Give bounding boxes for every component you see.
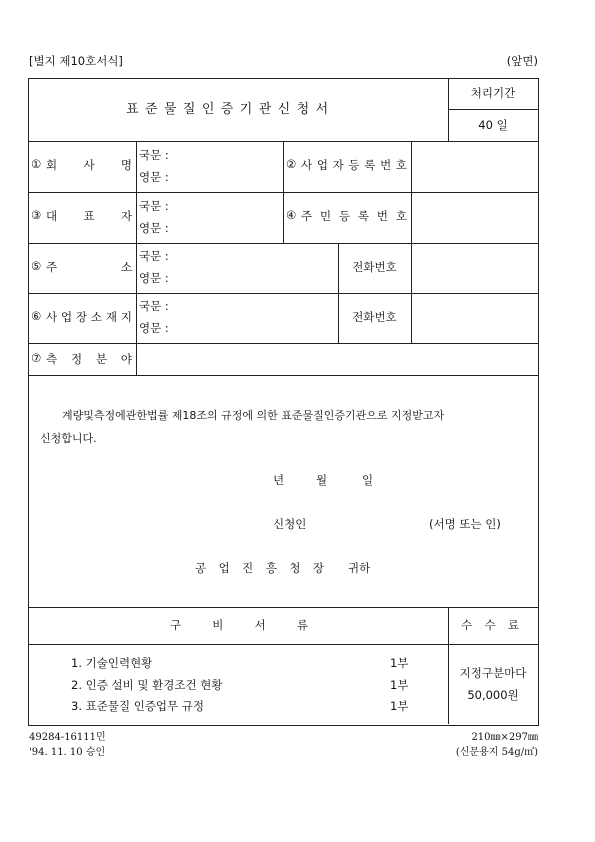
- field-number: ⑦: [31, 351, 42, 365]
- company-number: ①: [31, 157, 42, 171]
- fee-amount: 50,000원: [467, 688, 519, 702]
- address-phone-label: 전화번호: [352, 260, 397, 274]
- fee-description: 지정구분마다: [459, 666, 527, 680]
- footer-form-code: 49284-16111민: [29, 732, 106, 743]
- required-documents-header: 구 비 서 류: [170, 618, 308, 632]
- representative-label: 대 표 자: [46, 209, 132, 223]
- recipient-agency: 공 업 진 흥 청 장: [195, 561, 324, 575]
- measurement-field-label: 측 정 분 야: [46, 352, 132, 366]
- signature-label: (서명 또는 인): [429, 517, 501, 531]
- fee-header: 수 수 료: [461, 618, 519, 632]
- company-name-label: 회 사 명: [46, 158, 132, 172]
- statement-line-2: 신청합니다.: [40, 432, 97, 445]
- document-item: 1. 기술인력현황: [71, 656, 153, 670]
- recipient-suffix: 귀하: [348, 561, 371, 575]
- page-side-label: (앞면): [506, 54, 538, 68]
- form-title: 표준물질인증기관신청서: [126, 102, 335, 117]
- processing-period-label: 처리기간: [470, 86, 516, 100]
- document-item: 2. 인증 설비 및 환경조건 현황: [71, 678, 223, 692]
- document-item: 3. 표준물질 인증업무 규정: [71, 699, 205, 713]
- document-count: 1부: [390, 656, 409, 670]
- address-english-label: 영문 :: [139, 271, 169, 285]
- rep-english-label: 영문 :: [139, 221, 169, 235]
- biz-reg-number: ②: [286, 157, 297, 171]
- date-day-label: 일: [362, 473, 374, 487]
- rep-number: ③: [31, 208, 42, 222]
- workplace-phone-label: 전화번호: [352, 310, 397, 324]
- company-korean-label: 국문 :: [139, 148, 169, 162]
- date-month-label: 월: [316, 473, 328, 487]
- address-number: ⑤: [31, 259, 42, 273]
- statement-line-1: 계량및측정에관한법률 제18조의 규정에 의한 표준물질인증기관으로 지정받고자: [62, 409, 445, 422]
- company-english-label: 영문 :: [139, 170, 169, 184]
- document-count: 1부: [390, 678, 409, 692]
- workplace-number: ⑥: [31, 309, 42, 323]
- footer-approval-date: '94. 11. 10 승인: [29, 747, 106, 758]
- rep-korean-label: 국문 :: [139, 199, 169, 213]
- resident-number: ④: [286, 208, 297, 222]
- address-korean-label: 국문 :: [139, 249, 169, 263]
- document-count: 1부: [390, 699, 409, 713]
- address-label: 주 소: [46, 260, 132, 274]
- biz-reg-number-label: 사 업 자 등 록 번 호: [301, 158, 407, 172]
- workplace-english-label: 영문 :: [139, 321, 169, 335]
- footer-paper-size: 210㎜×297㎜: [471, 732, 538, 743]
- applicant-label: 신청인: [273, 517, 307, 531]
- workplace-korean-label: 국문 :: [139, 299, 169, 313]
- footer-paper-type: (신문용지 54g/㎡): [455, 747, 538, 758]
- form-number: [별지 제10호서식]: [29, 54, 123, 68]
- processing-period-value: 40 일: [478, 118, 508, 132]
- resident-reg-number-label: 주 민 등 록 번 호: [301, 209, 407, 223]
- date-year-label: 년: [273, 473, 285, 487]
- workplace-location-label: 사 업 장 소 재 지: [46, 310, 132, 324]
